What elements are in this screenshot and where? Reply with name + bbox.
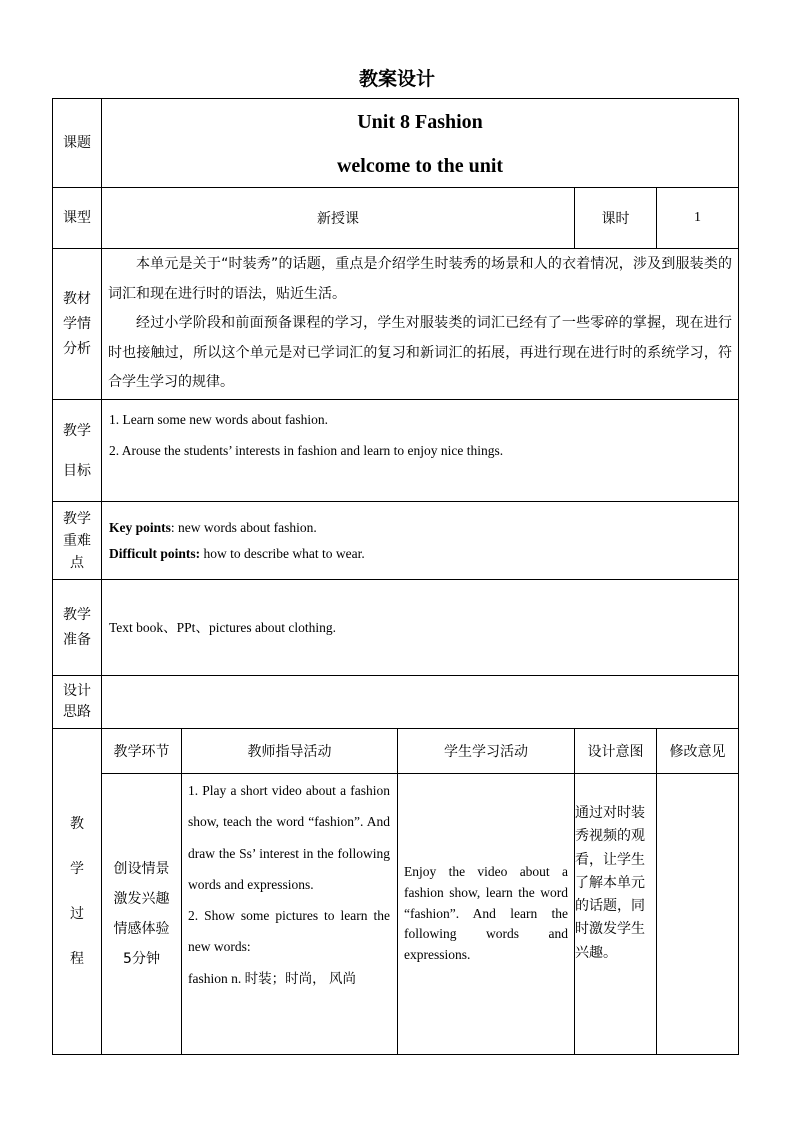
stage-line-3: 情感体验: [113, 921, 170, 937]
revision-cell: [657, 774, 739, 1055]
stage-cell: [102, 774, 182, 1055]
preparation-cell: [102, 580, 739, 676]
analysis-row: [53, 249, 739, 400]
student-activity-cell: [398, 774, 575, 1055]
process-label: 教学过程: [53, 729, 102, 1055]
design-cell: [102, 676, 739, 729]
design-row: [53, 676, 739, 729]
key-points-text: : new words about fashion.: [170, 519, 317, 535]
key-points-label: 教学重难点: [53, 502, 102, 580]
analysis-paragraph-1: 本单元是关于“时装秀”的话题，重点是介绍学生时装秀的场景和人的衣着情况，涉及到服装类的词汇和现在进行时的语法，贴近生活。: [108, 256, 733, 302]
process-row-1: [53, 774, 739, 1055]
stage-duration: 5分钟: [123, 951, 160, 967]
analysis-label: 教材学情分析: [53, 249, 102, 400]
key-points-row: [53, 502, 739, 580]
topic-cell: [102, 99, 739, 188]
teacher-activity-2: 2. Show some pictures to learn the new words:: [188, 908, 390, 955]
goals-cell: [102, 400, 739, 502]
analysis-cell: [102, 249, 739, 400]
key-points-heading: Key points: [109, 519, 171, 535]
lesson-type-label: 课型: [53, 188, 102, 249]
key-points-cell: [102, 502, 739, 580]
preparation-text: Text book、PPt、pictures about clothing.: [109, 620, 337, 635]
goals-label: 教学目标: [53, 400, 102, 502]
design-intent-cell: 通过对时装秀视频的观看，让学生了解本单元的话题，同时激发学生兴趣。: [575, 774, 657, 1055]
student-activity-text: Enjoy the video about a fashion show, learn the word “fashion”. And learn the following words and expressions.: [404, 864, 568, 963]
preparation-row: [53, 580, 739, 676]
key-points-line: [102, 515, 738, 541]
header-teacher-activity: 教师指导活动: [182, 729, 398, 774]
teacher-activity-cell: [182, 774, 398, 1055]
analysis-paragraph-2: 经过小学阶段和前面预备课程的学习，学生对服装类的词汇已经有了一些零碎的掌握，现在进行时也接触过，所以这个单元是对已学词汇的复习和新词汇的拓展，再进行现在进行时的系统学习，符合学生学习的规律。: [108, 315, 733, 391]
goal-item-2: 2. Arouse the students’ interests in fashion and learn to enjoy nice things.: [109, 443, 504, 458]
process-header-row: [53, 729, 739, 774]
difficult-points-line: [102, 541, 738, 567]
goals-row: [53, 400, 739, 502]
teacher-activity-vocab: fashion n. 时装；时尚， 风尚: [188, 970, 356, 986]
lesson-type-row: [53, 188, 739, 249]
stage-line-2: 激发兴趣: [113, 891, 170, 907]
topic-label: 课题: [53, 99, 102, 188]
document-title: 教案设计: [358, 68, 435, 90]
unit-title: Unit 8 Fashion: [357, 111, 483, 133]
difficult-points-heading: Difficult points:: [109, 545, 201, 561]
topic-row: [53, 99, 739, 188]
period-value: 1: [657, 188, 739, 249]
lesson-plan-table: [52, 98, 739, 1055]
period-label: 课时: [575, 188, 657, 249]
teacher-activity-1: 1. Play a short video about a fashion show, teach the word “fashion”. And draw the Ss’ interest in the following words and expressions.: [188, 783, 390, 892]
header-revision: 修改意见: [657, 729, 739, 774]
stage-line-1: 创设情景: [113, 861, 170, 877]
goal-item-1: 1. Learn some new words about fashion.: [109, 412, 328, 427]
header-design-intent: 设计意图: [575, 729, 657, 774]
lesson-subtitle: welcome to the unit: [336, 155, 504, 177]
header-student-activity: 学生学习活动: [398, 729, 575, 774]
preparation-label: 教学准备: [53, 580, 102, 676]
lesson-type-value: 新授课: [102, 188, 575, 249]
header-stage: 教学环节: [102, 729, 182, 774]
difficult-points-text: how to describe what to wear.: [200, 545, 365, 561]
design-label: 设计思路: [53, 676, 102, 729]
